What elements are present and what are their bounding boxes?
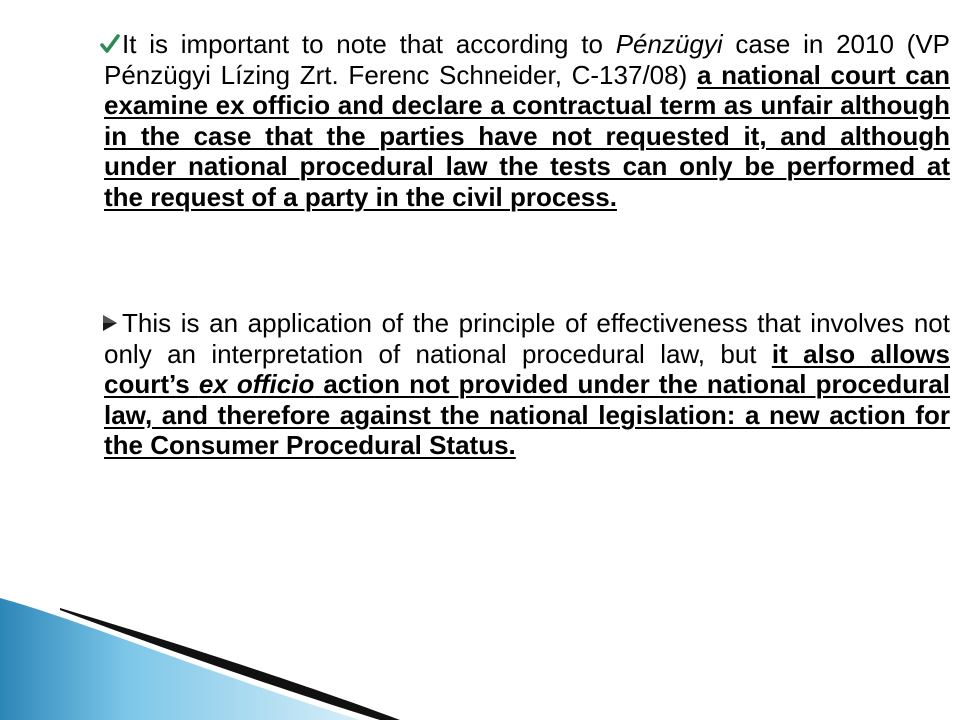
paragraph-effectiveness-principle <box>104 308 950 461</box>
paragraph1-intro-a: It is important to note that according to <box>122 29 616 59</box>
corner-decoration <box>0 580 960 720</box>
checkmark-icon <box>100 33 120 55</box>
paragraph2-emphasis-b: action not provided under the national procedural law, and therefore against the national legislation: a new action for the Consumer Procedural Status. <box>104 369 950 460</box>
paragraph1-emphasis: a national court can examine ex officio and declare a contractual term as unfair although in the case that the parties have not requested it, and although under national procedural law the tests can only be performed at the request of a party in the civil process. <box>104 59 950 212</box>
paragraph2-emphasis-italic: ex officio <box>198 369 315 399</box>
case-name: Pénzügyi <box>615 29 723 59</box>
arrowhead-icon <box>100 312 120 334</box>
paragraph2-emphasis-a: it also allows court’s <box>104 338 950 399</box>
paragraph2-plain: This is an application of the principle of effectiveness that involves not only an interpretation of national procedural law, but <box>104 308 950 369</box>
blue-swoosh <box>0 598 360 720</box>
paragraph-pénzügyi-case <box>104 29 950 212</box>
paragraph1-intro-b: case in 2010 (VP Pénzügyi Lízing Zrt. Ferenc Schneider, C-137/08) <box>104 29 950 90</box>
